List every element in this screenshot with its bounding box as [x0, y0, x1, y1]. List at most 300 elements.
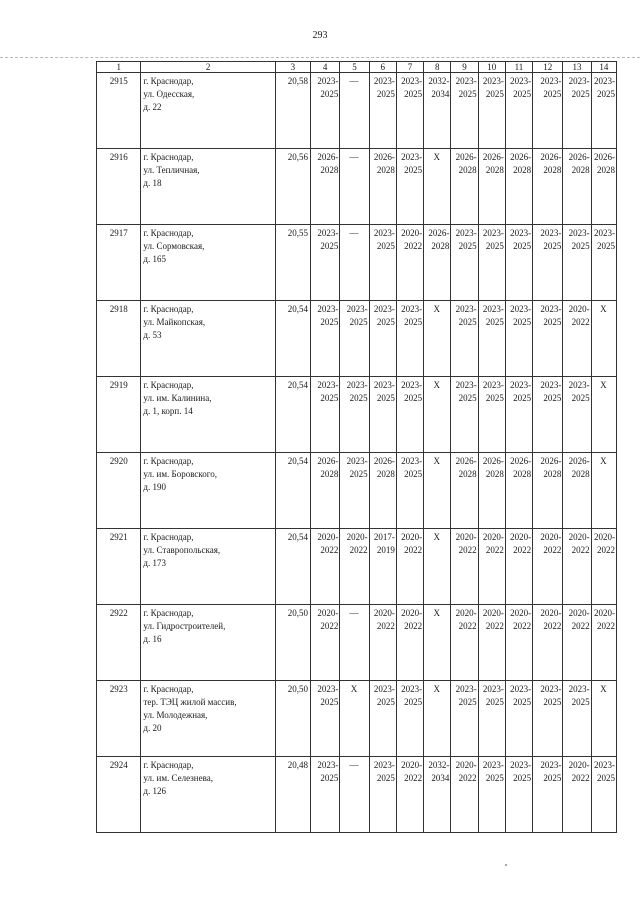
period-start: 2023- [455, 380, 477, 390]
period-cell [478, 757, 505, 833]
period-start: 2023- [510, 380, 532, 390]
period-cell [533, 453, 563, 529]
address-line: д. 1, корп. 14 [143, 406, 193, 416]
period-cell [396, 757, 423, 833]
period-cell [563, 681, 591, 757]
period-end: 2028 [485, 469, 504, 479]
period-end: 2028 [431, 241, 450, 251]
period-end: 2022 [320, 621, 339, 631]
period-cell [451, 681, 478, 757]
address-line: г. Краснодар, [143, 760, 194, 770]
period-end: 2025 [543, 241, 562, 251]
period-start: 2020- [510, 608, 532, 618]
period-end: 2025 [320, 89, 339, 99]
period-cell: — [340, 757, 369, 833]
period-start: 2023- [540, 76, 562, 86]
page-number: 293 [312, 30, 328, 41]
period-cell [505, 757, 532, 833]
period-end: 2025 [376, 393, 395, 403]
period-end: 2028 [320, 469, 339, 479]
period-end: 2022 [597, 545, 615, 555]
period-start: 2023- [373, 684, 395, 694]
address-line: ул. Гидростроителей, [143, 621, 226, 631]
period-start: 2023- [510, 760, 532, 770]
period-cell: X [424, 149, 451, 225]
period-start: 2032- [428, 76, 450, 86]
period-end: 2028 [571, 469, 590, 479]
period-end: 2025 [349, 469, 368, 479]
column-header-7: 7 [396, 62, 423, 73]
period-end: 2034 [431, 89, 450, 99]
period-end: 2034 [431, 773, 450, 783]
period-cell [591, 757, 616, 833]
period-start: 2020- [482, 608, 504, 618]
column-header-8: 8 [424, 62, 451, 73]
period-end: 2025 [485, 241, 504, 251]
address-line: г. Краснодар, [143, 228, 194, 238]
period-end: 2025 [513, 317, 532, 327]
period-start: 2026- [482, 152, 504, 162]
period-cell [451, 757, 478, 833]
period-end: 2025 [458, 89, 477, 99]
period-cell [591, 73, 616, 149]
address-cell [141, 453, 275, 529]
period-start: 2026- [540, 456, 562, 466]
period-cell [369, 757, 396, 833]
address-line: г. Краснодар, [143, 152, 194, 162]
period-end: 2028 [543, 165, 562, 175]
period-start: 2026- [455, 456, 477, 466]
period-end: 2025 [513, 697, 532, 707]
period-end: 2025 [513, 773, 532, 783]
period-cell [505, 149, 532, 225]
address-line: д. 20 [143, 723, 162, 733]
period-cell [311, 453, 340, 529]
period-start: 2023- [540, 304, 562, 314]
period-cell: X [591, 301, 616, 377]
period-end: 2028 [458, 469, 477, 479]
period-end: 2028 [571, 165, 590, 175]
period-cell [563, 149, 591, 225]
period-cell [533, 225, 563, 301]
period-cell [478, 73, 505, 149]
period-cell [533, 377, 563, 453]
period-start: 2020- [482, 532, 504, 542]
address-line: г. Краснодар, [143, 76, 194, 86]
period-cell [369, 605, 396, 681]
period-start: 2023- [540, 684, 562, 694]
area-cell: 20,50 [275, 605, 310, 681]
period-start: 2023- [317, 380, 339, 390]
period-end: 2025 [543, 697, 562, 707]
period-start: 2023- [317, 76, 339, 86]
address-line: ул. Молодежная, [143, 710, 208, 720]
period-start: 2023- [482, 760, 504, 770]
address-line: ул. им. Калинина, [143, 393, 212, 403]
address-line: г. Краснодар, [143, 532, 194, 542]
period-start: 2023- [510, 684, 532, 694]
period-cell [451, 149, 478, 225]
period-cell [451, 377, 478, 453]
period-cell: X [591, 681, 616, 757]
period-end: 2022 [513, 545, 532, 555]
period-cell [369, 681, 396, 757]
period-end: 2028 [513, 165, 532, 175]
address-cell [141, 225, 275, 301]
period-start: 2020- [401, 608, 423, 618]
period-end: 2025 [320, 393, 339, 403]
period-cell [563, 225, 591, 301]
address-line: д. 53 [143, 330, 162, 340]
row-number: 2920 [97, 453, 141, 529]
period-start: 2023- [373, 760, 395, 770]
housing-repair-schedule-table [96, 61, 617, 833]
period-end: 2022 [571, 773, 590, 783]
period-start: 2020- [455, 760, 477, 770]
period-start: 2023- [455, 684, 477, 694]
table-row [97, 225, 617, 301]
period-cell [563, 377, 591, 453]
period-end: 2025 [376, 773, 395, 783]
period-end: 2028 [597, 165, 615, 175]
period-end: 2022 [458, 773, 477, 783]
period-end: 2022 [404, 621, 423, 631]
table-row [97, 681, 617, 757]
period-cell [311, 301, 340, 377]
period-cell [369, 301, 396, 377]
period-start: 2026- [540, 152, 562, 162]
period-cell [478, 377, 505, 453]
area-cell: 20,54 [275, 453, 310, 529]
period-start: 2020- [540, 532, 562, 542]
period-cell [478, 225, 505, 301]
period-cell [396, 73, 423, 149]
period-end: 2025 [404, 697, 423, 707]
period-cell [533, 149, 563, 225]
period-end: 2025 [320, 697, 339, 707]
row-number: 2916 [97, 149, 141, 225]
area-cell: 20,56 [275, 149, 310, 225]
period-end: 2025 [376, 241, 395, 251]
period-start: 2020- [401, 228, 423, 238]
period-cell [311, 681, 340, 757]
period-end: 2028 [513, 469, 532, 479]
period-end: 2022 [571, 545, 590, 555]
period-start: 2023- [510, 76, 532, 86]
period-cell [591, 225, 616, 301]
table-row [97, 73, 617, 149]
column-header-2: 2 [141, 62, 275, 73]
period-end: 2028 [376, 165, 395, 175]
period-cell [563, 453, 591, 529]
period-cell [533, 529, 563, 605]
period-cell: X [424, 301, 451, 377]
period-start: 2020- [373, 608, 395, 618]
period-start: 2020- [401, 532, 423, 542]
row-number: 2921 [97, 529, 141, 605]
period-start: 2020- [455, 608, 477, 618]
column-header-14: 14 [591, 62, 616, 73]
period-start: 2023- [482, 684, 504, 694]
period-cell [478, 605, 505, 681]
period-cell [451, 529, 478, 605]
period-end: 2025 [485, 773, 504, 783]
row-number: 2917 [97, 225, 141, 301]
period-cell [396, 605, 423, 681]
period-start: 2026- [568, 152, 590, 162]
area-cell: 20,54 [275, 529, 310, 605]
period-end: 2028 [543, 469, 562, 479]
period-cell [396, 225, 423, 301]
period-cell [424, 225, 451, 301]
period-start: 2023- [594, 76, 615, 86]
area-cell: 20,54 [275, 301, 310, 377]
period-cell [311, 225, 340, 301]
period-start: 2020- [568, 760, 590, 770]
period-start: 2023- [401, 684, 423, 694]
period-end: 2022 [543, 545, 562, 555]
period-end: 2025 [485, 89, 504, 99]
period-start: 2023- [568, 684, 590, 694]
column-header-12: 12 [533, 62, 563, 73]
period-cell: X [424, 605, 451, 681]
period-cell [505, 225, 532, 301]
address-line: д. 126 [143, 786, 167, 796]
period-start: 2020- [540, 608, 562, 618]
period-cell [533, 681, 563, 757]
period-cell [311, 605, 340, 681]
period-end: 2025 [571, 697, 590, 707]
period-start: 2026- [317, 456, 339, 466]
period-end: 2025 [320, 317, 339, 327]
address-line: д. 190 [143, 482, 167, 492]
address-line: ул. им. Селезнева, [143, 773, 213, 783]
period-end: 2025 [376, 697, 395, 707]
period-cell [451, 225, 478, 301]
row-number: 2924 [97, 757, 141, 833]
area-cell: 20,50 [275, 681, 310, 757]
period-cell: X [340, 681, 369, 757]
period-end: 2025 [543, 89, 562, 99]
period-cell [451, 301, 478, 377]
period-end: 2025 [404, 89, 423, 99]
period-cell [311, 757, 340, 833]
period-start: 2023- [346, 456, 368, 466]
period-cell [396, 529, 423, 605]
address-line: д. 18 [143, 178, 162, 188]
table-row [97, 757, 617, 833]
period-end: 2025 [543, 317, 562, 327]
period-start: 2020- [568, 304, 590, 314]
period-start: 2023- [373, 76, 395, 86]
period-end: 2022 [571, 317, 590, 327]
period-start: 2023- [346, 380, 368, 390]
period-cell [505, 605, 532, 681]
row-number: 2915 [97, 73, 141, 149]
address-line: д. 16 [143, 634, 162, 644]
table-row [97, 377, 617, 453]
period-cell [505, 453, 532, 529]
column-number-row [97, 62, 617, 73]
address-line: тер. ТЭЦ жилой массив, [143, 697, 237, 707]
period-start: 2023- [482, 76, 504, 86]
period-start: 2023- [540, 380, 562, 390]
address-cell [141, 377, 275, 453]
area-cell: 20,54 [275, 377, 310, 453]
period-end: 2028 [485, 165, 504, 175]
column-header-11: 11 [505, 62, 532, 73]
column-header-10: 10 [478, 62, 505, 73]
period-start: 2023- [401, 76, 423, 86]
period-start: 2023- [455, 76, 477, 86]
period-start: 2017- [373, 532, 395, 542]
column-header-6: 6 [369, 62, 396, 73]
area-cell: 20,55 [275, 225, 310, 301]
period-cell [340, 377, 369, 453]
address-line: ул. им. Боровского, [143, 469, 218, 479]
table-row [97, 529, 617, 605]
period-end: 2025 [597, 773, 615, 783]
period-start: 2023- [540, 228, 562, 238]
period-cell [533, 301, 563, 377]
period-cell [478, 453, 505, 529]
period-end: 2022 [543, 621, 562, 631]
period-start: 2023- [317, 304, 339, 314]
period-start: 2023- [401, 304, 423, 314]
period-start: 2032- [428, 760, 450, 770]
period-cell [369, 73, 396, 149]
address-cell [141, 757, 275, 833]
period-start: 2020- [455, 532, 477, 542]
address-line: д. 173 [143, 558, 167, 568]
address-line: г. Краснодар, [143, 608, 194, 618]
period-cell [396, 149, 423, 225]
period-start: 2020- [568, 608, 590, 618]
table-row [97, 301, 617, 377]
period-end: 2025 [458, 241, 477, 251]
period-end: 2022 [485, 621, 504, 631]
period-cell [478, 149, 505, 225]
period-end: 2025 [320, 773, 339, 783]
period-cell [505, 529, 532, 605]
address-cell [141, 301, 275, 377]
period-end: 2028 [376, 469, 395, 479]
address-line: д. 22 [143, 102, 162, 112]
period-start: 2020- [510, 532, 532, 542]
column-header-4: 4 [311, 62, 340, 73]
address-cell [141, 73, 275, 149]
period-cell [478, 529, 505, 605]
period-cell [396, 681, 423, 757]
period-cell [505, 681, 532, 757]
row-number: 2918 [97, 301, 141, 377]
period-end: 2025 [597, 241, 615, 251]
period-start: 2026- [317, 152, 339, 162]
period-cell [369, 529, 396, 605]
period-cell [563, 301, 591, 377]
address-cell [141, 605, 275, 681]
period-end: 2025 [571, 89, 590, 99]
period-start: 2026- [482, 456, 504, 466]
period-cell [451, 73, 478, 149]
address-line: ул. Сормовская, [143, 241, 205, 251]
period-cell [533, 73, 563, 149]
period-cell: — [340, 605, 369, 681]
period-start: 2023- [373, 380, 395, 390]
period-end: 2025 [458, 697, 477, 707]
period-start: 2026- [568, 456, 590, 466]
period-end: 2025 [404, 317, 423, 327]
period-start: 2023- [568, 76, 590, 86]
column-header-9: 9 [451, 62, 478, 73]
address-line: ул. Майкопская, [143, 317, 206, 327]
period-end: 2025 [513, 241, 532, 251]
period-cell [369, 149, 396, 225]
period-start: 2023- [455, 228, 477, 238]
period-end: 2022 [320, 545, 339, 555]
period-cell [591, 529, 616, 605]
address-cell [141, 529, 275, 605]
period-cell [505, 73, 532, 149]
period-end: 2025 [485, 697, 504, 707]
period-start: 2023- [594, 228, 615, 238]
period-end: 2025 [597, 89, 615, 99]
period-start: 2023- [568, 380, 590, 390]
table-row [97, 605, 617, 681]
period-start: 2023- [317, 760, 339, 770]
period-end: 2025 [571, 393, 590, 403]
column-header-1: 1 [97, 62, 141, 73]
period-end: 2028 [320, 165, 339, 175]
period-end: 2022 [404, 241, 423, 251]
period-start: 2026- [428, 228, 450, 238]
period-cell [369, 377, 396, 453]
period-end: 2022 [597, 621, 615, 631]
period-cell [533, 757, 563, 833]
period-start: 2023- [401, 456, 423, 466]
period-end: 2025 [543, 773, 562, 783]
period-cell: X [424, 681, 451, 757]
period-cell [451, 605, 478, 681]
period-end: 2025 [458, 317, 477, 327]
period-start: 2023- [373, 228, 395, 238]
period-start: 2023- [346, 304, 368, 314]
area-cell: 20,48 [275, 757, 310, 833]
period-cell [311, 73, 340, 149]
period-end: 2028 [458, 165, 477, 175]
period-end: 2025 [404, 393, 423, 403]
address-line: г. Краснодар, [143, 380, 194, 390]
period-cell [340, 301, 369, 377]
period-cell [563, 757, 591, 833]
address-line: г. Краснодар, [143, 684, 194, 694]
period-end: 2025 [543, 393, 562, 403]
period-cell [340, 529, 369, 605]
period-start: 2020- [317, 608, 339, 618]
period-start: 2023- [455, 304, 477, 314]
period-cell: — [340, 149, 369, 225]
period-start: 2026- [455, 152, 477, 162]
period-start: 2020- [346, 532, 368, 542]
address-line: г. Краснодар, [143, 456, 194, 466]
period-cell [563, 605, 591, 681]
period-cell [311, 149, 340, 225]
scan-speck [505, 864, 507, 866]
table-row [97, 149, 617, 225]
header-divider [0, 57, 640, 58]
period-start: 2023- [510, 228, 532, 238]
column-header-13: 13 [563, 62, 591, 73]
